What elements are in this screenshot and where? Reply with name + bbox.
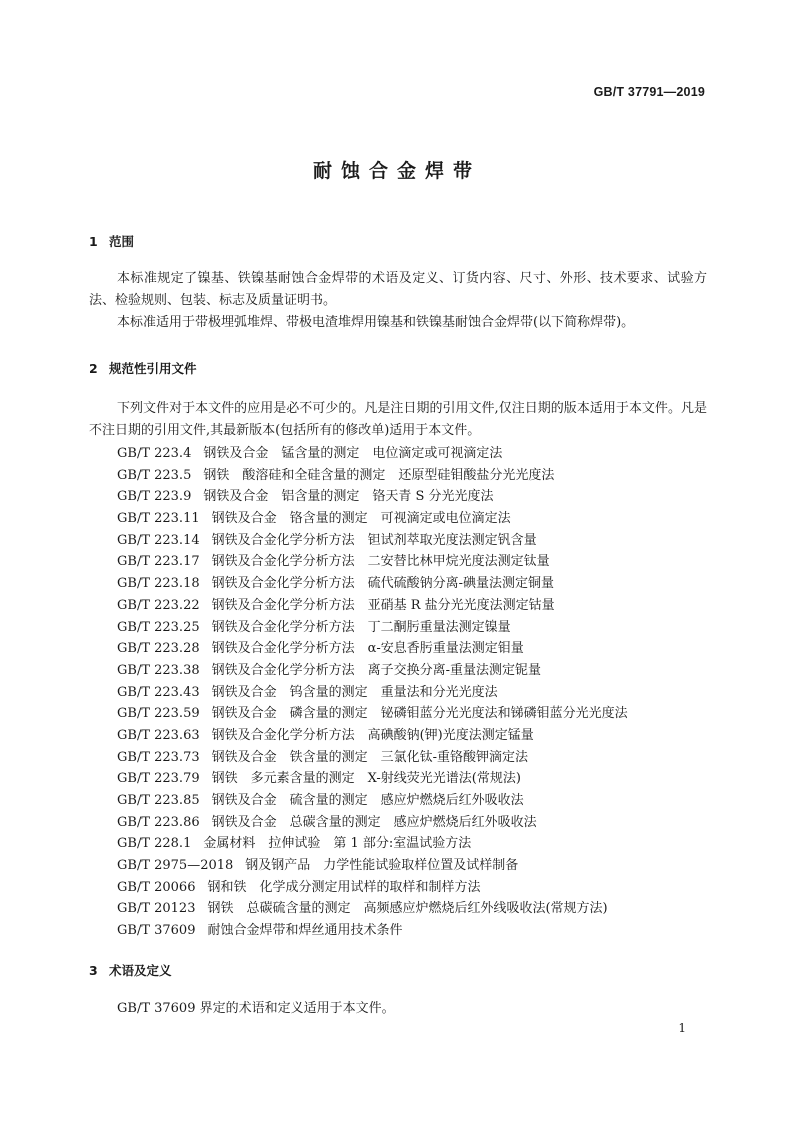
section-heading-scope xyxy=(89,232,134,250)
reference-code: GB/T 223.14 xyxy=(117,532,200,548)
reference-title: 钢铁 多元素含量的测定 X-射线荧光光谱法(常规法) xyxy=(211,771,521,787)
reference-item xyxy=(117,682,628,704)
terms-paragraph: GB/T 37609 界定的术语和定义适用于本文件。 xyxy=(117,1001,395,1016)
reference-title: 钢铁及合金 铝含量的测定 铬天青 S 分光光度法 xyxy=(203,489,494,505)
section-title: 术语及定义 xyxy=(109,963,172,978)
reference-list xyxy=(117,443,628,942)
standard-code: GB/T 37791—2019 xyxy=(593,85,705,99)
reference-item xyxy=(117,443,628,465)
reference-item xyxy=(117,595,628,617)
reference-code: GB/T 2975—2018 xyxy=(117,858,234,874)
reference-code: GB/T 223.17 xyxy=(117,554,200,570)
reference-item xyxy=(117,617,628,639)
section-number: 1 xyxy=(89,234,98,249)
reference-title: 钢铁 总碳硫含量的测定 高频感应炉燃烧后红外线吸收法(常规方法) xyxy=(207,901,608,917)
reference-title: 钢及钢产品 力学性能试验取样位置及试样制备 xyxy=(245,858,519,874)
document-title: 耐蚀合金焊带 xyxy=(312,160,481,182)
reference-title: 金属材料 拉伸试验 第 1 部分:室温试验方法 xyxy=(203,836,472,852)
reference-title: 钢铁及合金化学分析方法 二安替比林甲烷光度法测定钛量 xyxy=(211,554,550,570)
reference-item xyxy=(117,703,628,725)
reference-code: GB/T 20066 xyxy=(117,879,196,895)
reference-item xyxy=(117,465,628,487)
section-number: 3 xyxy=(89,963,98,978)
scope-paragraph-1: 本标准规定了镍基、铁镍基耐蚀合金焊带的术语及定义、订货内容、尺寸、外形、技术要求、试验方法、检验规则、包装、标志及质量证明书。 xyxy=(89,271,707,308)
reference-code: GB/T 223.25 xyxy=(117,619,200,635)
reference-code: GB/T 223.18 xyxy=(117,576,200,592)
reference-item xyxy=(117,833,628,855)
reference-code: GB/T 223.28 xyxy=(117,641,200,657)
reference-item xyxy=(117,530,628,552)
reference-code: GB/T 223.63 xyxy=(117,727,200,743)
reference-title: 钢铁 酸溶硅和全硅含量的测定 还原型硅钼酸盐分光光度法 xyxy=(203,467,555,483)
reference-title: 钢铁及合金 磷含量的测定 铋磷钼蓝分光光度法和锑磷钼蓝分光光度法 xyxy=(211,706,628,722)
reference-item xyxy=(117,920,628,942)
section-number: 2 xyxy=(89,361,98,376)
reference-item xyxy=(117,638,628,660)
section-heading-terms xyxy=(89,961,172,979)
reference-item xyxy=(117,573,628,595)
reference-item xyxy=(117,486,628,508)
reference-item xyxy=(117,508,628,530)
section-title: 范围 xyxy=(109,234,135,249)
reference-code: GB/T 223.86 xyxy=(117,814,200,830)
reference-title: 钢铁及合金化学分析方法 离子交换分离-重量法测定铌量 xyxy=(211,662,542,678)
reference-title: 钢铁及合金 钨含量的测定 重量法和分光光度法 xyxy=(211,684,498,700)
reference-item xyxy=(117,855,628,877)
reference-code: GB/T 223.5 xyxy=(117,467,192,483)
reference-title: 钢铁及合金 硫含量的测定 感应炉燃烧后红外吸收法 xyxy=(211,793,524,808)
reference-code: GB/T 223.11 xyxy=(117,511,200,527)
reference-title: 钢铁及合金 锰含量的测定 电位滴定或可视滴定法 xyxy=(203,446,503,461)
reference-code: GB/T 223.22 xyxy=(117,597,200,613)
reference-code: GB/T 228.1 xyxy=(117,836,192,852)
reference-item xyxy=(117,877,628,899)
normative-refs-intro: 下列文件对于本文件的应用是必不可少的。凡是注日期的引用文件,仅注日期的版本适用于本文件。凡是不注日期的引用文件,其最新版本(包括所有的修改单)适用于本文件。 xyxy=(89,401,707,438)
reference-item xyxy=(117,660,628,682)
reference-title: 钢和铁 化学成分测定用试样的取样和制样方法 xyxy=(207,879,481,895)
reference-item xyxy=(117,551,628,573)
reference-title: 钢铁及合金 铬含量的测定 可视滴定或电位滴定法 xyxy=(211,511,511,527)
reference-code: GB/T 223.85 xyxy=(117,793,200,808)
reference-code: GB/T 37609 xyxy=(117,923,196,939)
reference-code: GB/T 223.9 xyxy=(117,489,192,505)
reference-title: 钢铁及合金 铁含量的测定 三氯化钛-重铬酸钾滴定法 xyxy=(211,749,529,765)
reference-code: GB/T 223.4 xyxy=(117,446,192,461)
reference-code: GB/T 223.73 xyxy=(117,749,200,765)
reference-code: GB/T 223.59 xyxy=(117,706,200,722)
reference-item xyxy=(117,725,628,747)
reference-title: 钢铁及合金化学分析方法 α-安息香肟重量法测定钼量 xyxy=(211,641,524,657)
reference-title: 钢铁及合金化学分析方法 钽试剂萃取光度法测定钒含量 xyxy=(211,532,537,548)
reference-code: GB/T 223.38 xyxy=(117,662,200,678)
section-title: 规范性引用文件 xyxy=(109,361,197,376)
reference-item xyxy=(117,768,628,790)
page-number: 1 xyxy=(678,1021,686,1035)
reference-item xyxy=(117,790,628,812)
reference-title: 钢铁及合金化学分析方法 丁二酮肟重量法测定镍量 xyxy=(211,619,511,635)
reference-item xyxy=(117,812,628,834)
scope-paragraph-2: 本标准适用于带极埋弧堆焊、带极电渣堆焊用镍基和铁镍基耐蚀合金焊带(以下简称焊带)。 xyxy=(117,315,635,330)
reference-item xyxy=(117,747,628,769)
reference-title: 钢铁及合金化学分析方法 亚硝基 R 盐分光光度法测定钴量 xyxy=(211,597,555,613)
reference-title: 耐蚀合金焊带和焊丝通用技术条件 xyxy=(207,923,403,939)
reference-item xyxy=(117,898,628,920)
reference-title: 钢铁及合金化学分析方法 高碘酸钠(钾)光度法测定锰量 xyxy=(211,727,534,743)
reference-title: 钢铁及合金化学分析方法 硫代硫酸钠分离-碘量法测定铜量 xyxy=(211,576,555,592)
reference-code: GB/T 223.43 xyxy=(117,684,200,700)
reference-code: GB/T 223.79 xyxy=(117,771,200,787)
reference-code: GB/T 20123 xyxy=(117,901,196,917)
reference-title: 钢铁及合金 总碳含量的测定 感应炉燃烧后红外吸收法 xyxy=(211,814,537,830)
section-heading-normative-refs xyxy=(89,359,197,377)
